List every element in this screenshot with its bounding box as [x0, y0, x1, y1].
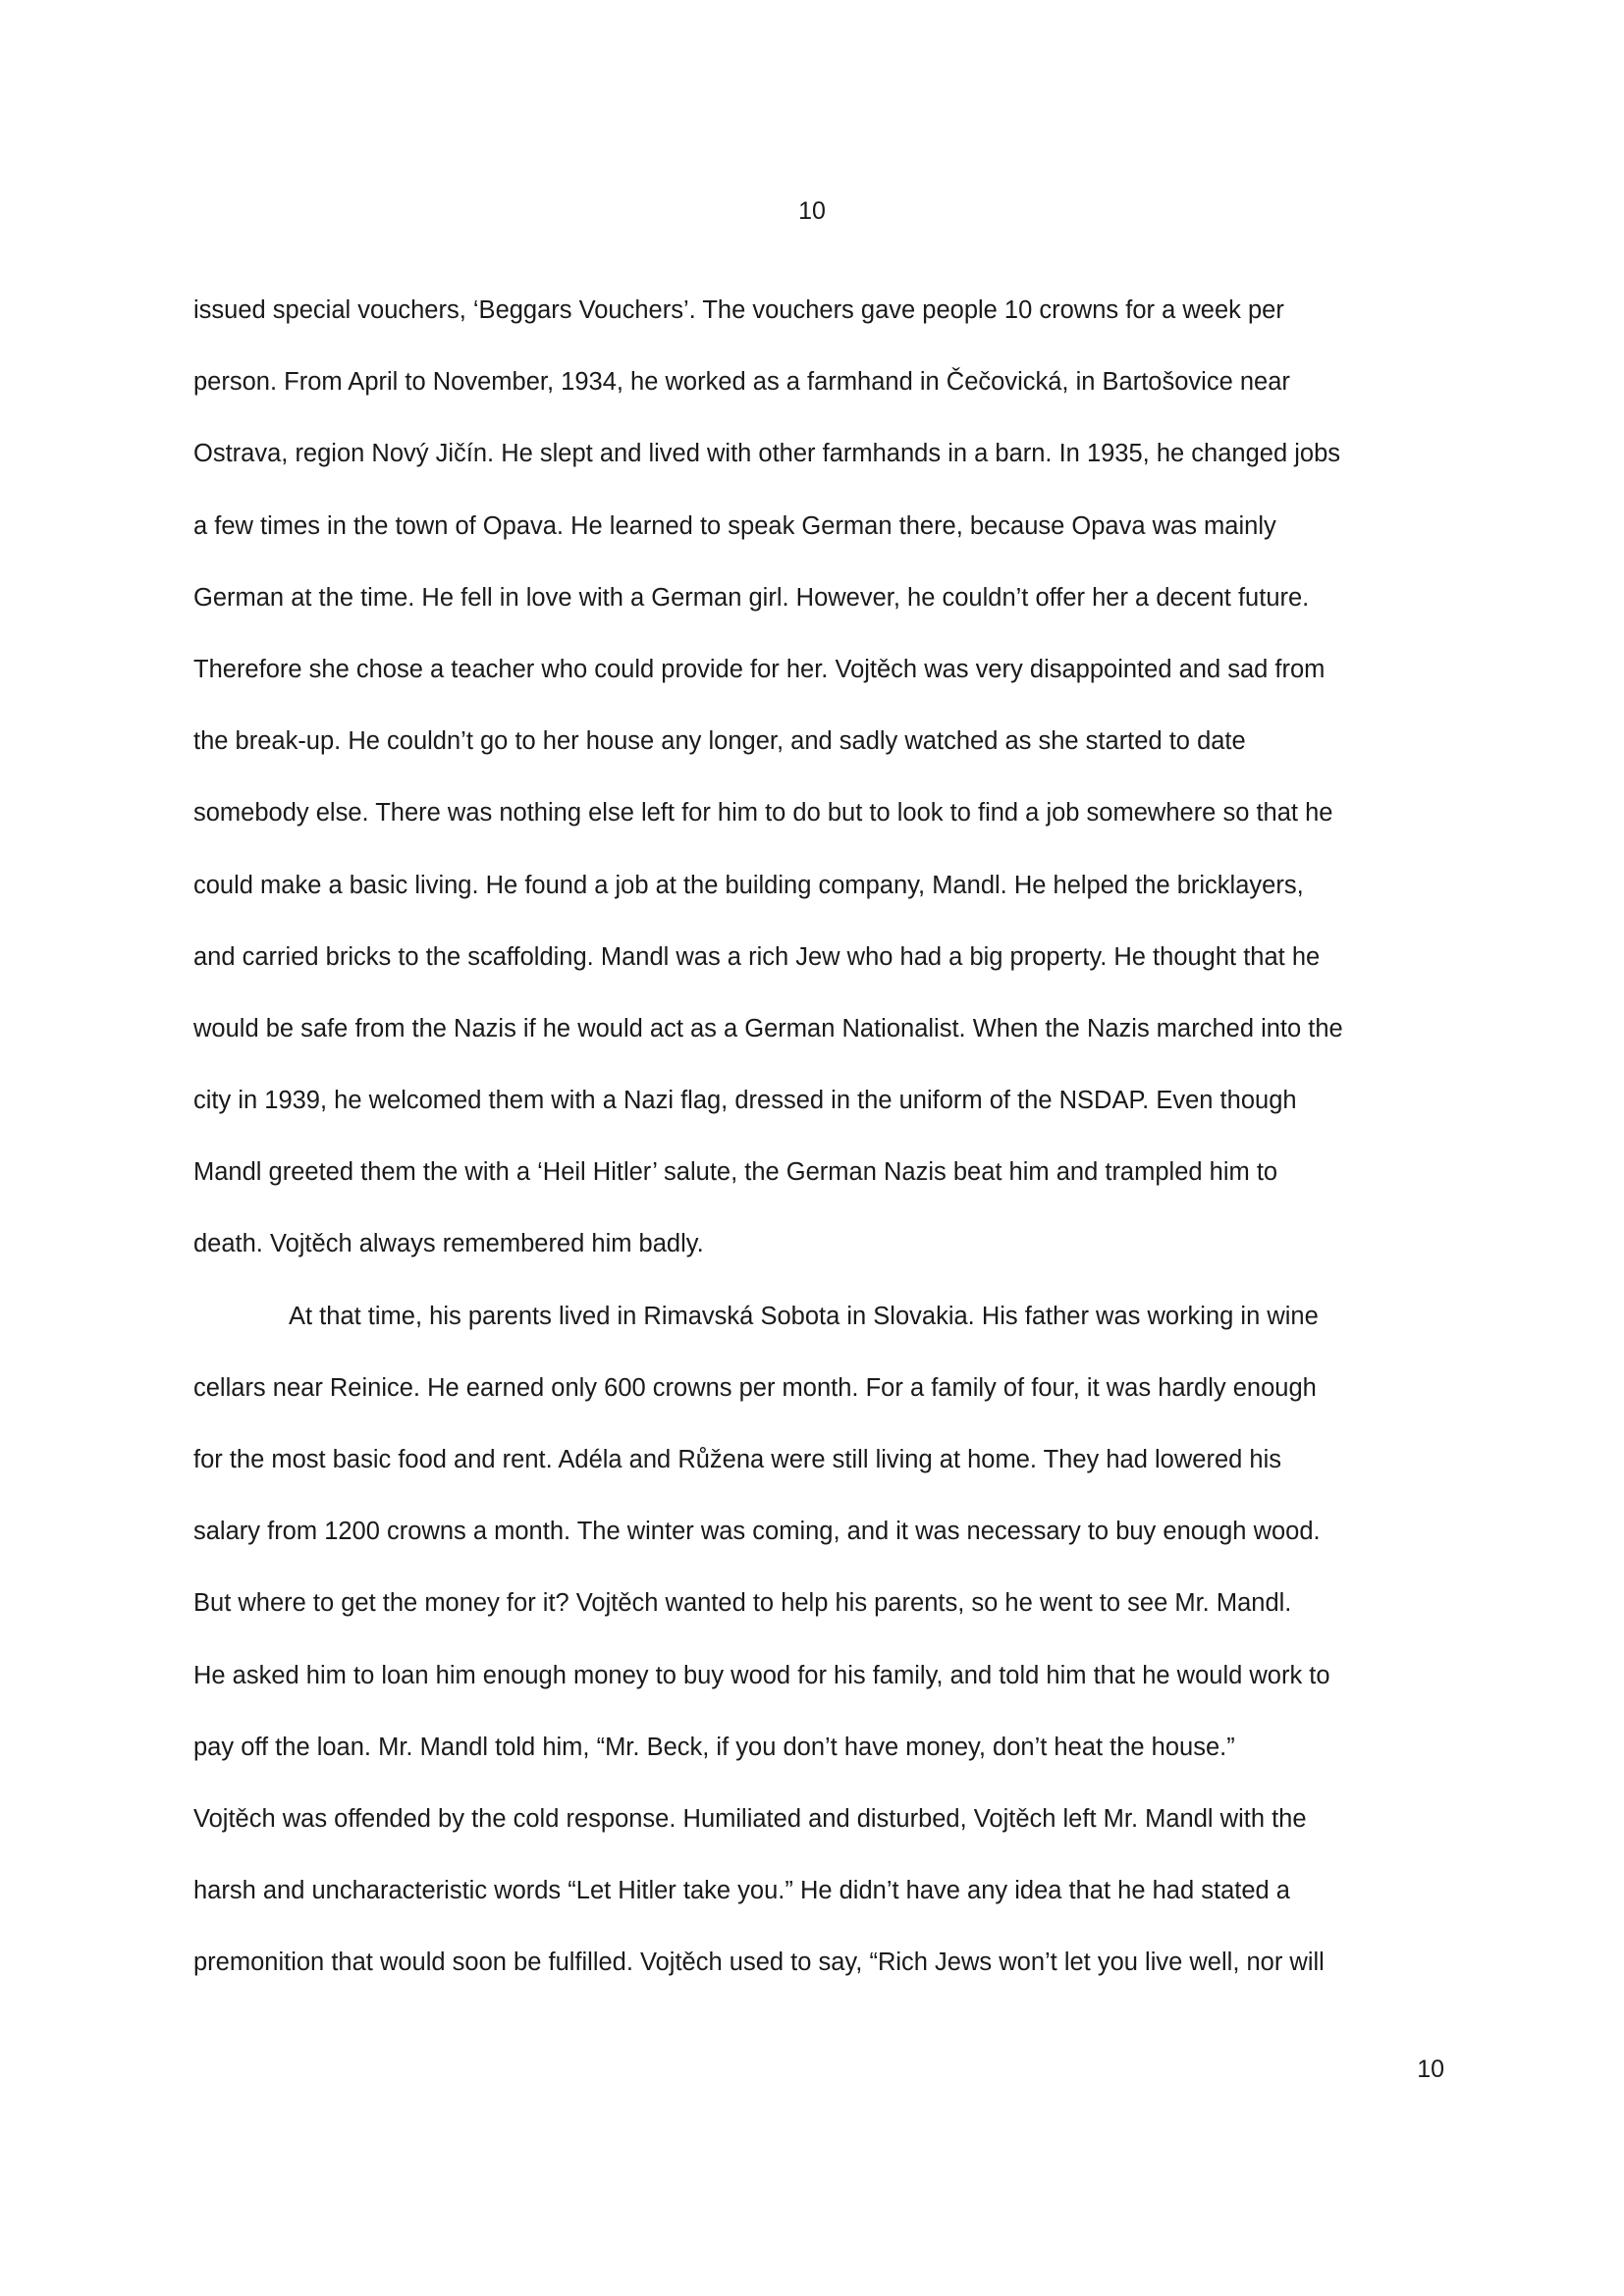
text-line: cellars near Reinice. He earned only 600 crowns per month. For a family of four, it was hardly enough: [193, 1373, 1317, 1402]
text-line: for the most basic food and rent. Adéla and Růžena were still living at home. They had lowered his: [193, 1446, 1281, 1473]
text-line: and carried bricks to the scaffolding. Mandl was a rich Jew who had a big property. He thought that he: [193, 942, 1321, 971]
page-number-top: 10: [798, 197, 826, 225]
text-line: Therefore she chose a teacher who could provide for her. Vojtěch was very disappointed and sad from: [193, 655, 1326, 683]
text-line: Ostrava, region Nový Jičín. He slept and lived with other farmhands in a barn. In 1935, he changed jobs: [193, 440, 1340, 468]
text-line: salary from 1200 crowns a month. The winter was coming, and it was necessary to buy enough wood.: [193, 1518, 1321, 1546]
text-line: a few times in the town of Opava. He learned to speak German there, because Opava was mainly: [193, 511, 1276, 540]
text-line: harsh and uncharacteristic words “Let Hitler take you.” He didn’t have any idea that he had stated a: [193, 1877, 1290, 1905]
text-line: He asked him to loan him enough money to buy wood for his family, and told him that he would work to: [193, 1661, 1330, 1689]
paragraph-first-line: At that time, his parents lived in Rimavská Sobota in Slovakia. His father was working in wine: [289, 1302, 1319, 1330]
text-line: the break-up. He couldn’t go to her house any longer, and sadly watched as she started to date: [193, 727, 1246, 756]
body-text: [193, 285, 1450, 2009]
text-line: person. From April to November, 1934, he worked as a farmhand in Čečovická, in Bartošovice near: [193, 368, 1290, 397]
text-line: German at the time. He fell in love with a German girl. However, he couldn’t offer her a decent future.: [193, 583, 1310, 612]
text-line: death. Vojtěch always remembered him badly.: [193, 1230, 704, 1258]
text-line: city in 1939, he welcomed them with a Nazi flag, dressed in the uniform of the NSDAP. Even though: [193, 1087, 1297, 1115]
text-line: issued special vouchers, ‘Beggars Vouchers’. The vouchers gave people 10 crowns for a week per: [193, 296, 1284, 324]
text-line: Vojtěch was offended by the cold response. Humiliated and disturbed, Vojtěch left Mr. Mandl with the: [193, 1804, 1307, 1833]
text-line: somebody else. There was nothing else left for him to do but to look to find a job somewhere so that he: [193, 799, 1333, 828]
text-line: could make a basic living. He found a job at the building company, Mandl. He helped the bricklayers,: [193, 871, 1304, 899]
page-number-bottom: 10: [1417, 2056, 1444, 2083]
text-line: premonition that would soon be fulfilled. Vojtěch used to say, “Rich Jews won’t let you live well, nor will: [193, 1949, 1325, 1977]
text-line: pay off the loan. Mr. Mandl told him, “Mr. Beck, if you don’t have money, don’t heat the house.”: [193, 1733, 1235, 1761]
text-line: But where to get the money for it? Vojtěch wanted to help his parents, so he went to see Mr. Mandl.: [193, 1589, 1292, 1618]
text-line: Mandl greeted them the with a ‘Heil Hitler’ salute, the German Nazis beat him and trampled him to: [193, 1158, 1278, 1187]
text-line: would be safe from the Nazis if he would act as a German Nationalist. When the Nazis marched into the: [193, 1014, 1343, 1042]
